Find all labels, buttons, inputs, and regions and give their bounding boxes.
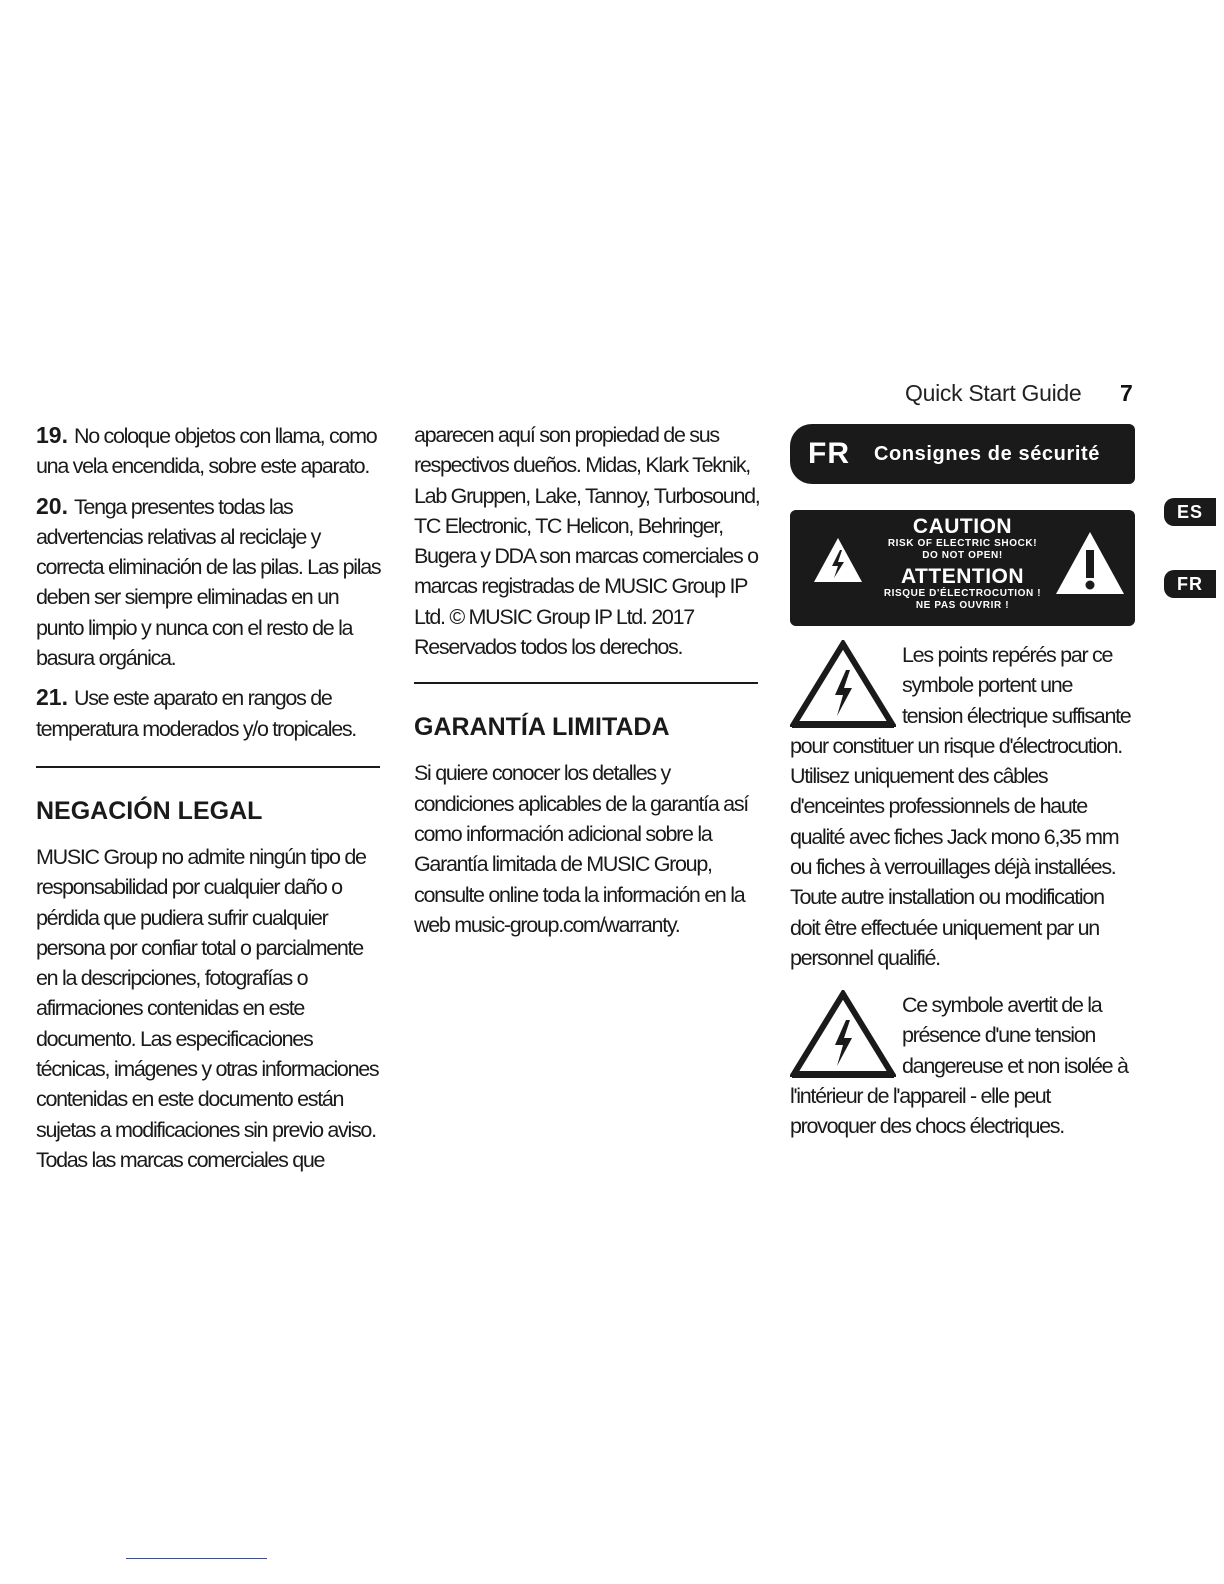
item-number: 19. bbox=[36, 422, 68, 448]
item-text: No coloque objetos con llama, como una vela encendida, sobre este aparato. bbox=[36, 424, 377, 479]
column-1 bbox=[36, 420, 386, 1184]
lightning-triangle-icon bbox=[790, 640, 896, 728]
caution-text bbox=[860, 516, 1065, 612]
attention-title: ATTENTION bbox=[900, 565, 1025, 588]
legal-text-continued: aparecen aquí son propiedad de sus respectivos dueños. Midas, Klark Teknik, Lab Gruppen, Lake, Tannoy, Turbosound, TC Electronic, TC Helicon, Behringer, Bugera y DDA son marcas comerciales o marcas registradas de MUSIC Group IP Ltd. © MUSIC Group IP Ltd. 2017 Reservados todos los derechos. bbox=[414, 423, 760, 660]
section-divider bbox=[414, 682, 758, 684]
language-tab-es[interactable]: ES bbox=[1164, 498, 1216, 526]
caution-subtitle: DO NOT OPEN! bbox=[922, 550, 1003, 561]
exclamation-warning-icon bbox=[1054, 530, 1126, 596]
caution-label bbox=[790, 510, 1135, 626]
lightning-symbol-note bbox=[790, 990, 1135, 1141]
lightning-symbol-note bbox=[790, 640, 1135, 973]
warranty-text: Si quiere conocer los detalles y condiciones aplicables de la garantía así como información adicional sobre la Garantía limitada de MUSIC Group, consulte online toda la información en la web music-group.com/warranty. bbox=[414, 761, 748, 937]
column-2 bbox=[414, 420, 764, 949]
attention-subtitle: RISQUE D'ÉLECTROCUTION ! bbox=[883, 588, 1042, 599]
warranty-heading: GARANTÍA LIMITADA bbox=[414, 713, 670, 742]
legal-text: MUSIC Group no admite ningún tipo de responsabilidad por cualquier daño o pérdida que pudiera sufrir cualquier persona por confiar total o parcialmente en la descripciones, fotografías o afirmaciones contenidas en este documento. Las especificaciones técnicas, imágenes y otras informaciones contenidas en este documento están sujetas a modificaciones sin previo aviso. Todas las marcas comerciales que bbox=[36, 844, 379, 1172]
header-title: Quick Start Guide bbox=[905, 380, 1082, 406]
section-title: Consignes de sécurité bbox=[874, 442, 1100, 465]
language-tab-fr[interactable]: FR bbox=[1164, 570, 1216, 598]
lightning-triangle-icon bbox=[790, 990, 896, 1078]
attention-subtitle: NE PAS OUVRIR ! bbox=[915, 600, 1010, 611]
item-text: Use este aparato en rangos de temperatura moderados y/o tropicales. bbox=[36, 686, 356, 741]
page-number: 7 bbox=[1120, 380, 1133, 406]
lightning-warning-icon bbox=[812, 536, 864, 584]
item-number: 21. bbox=[36, 684, 68, 711]
list-item bbox=[36, 491, 386, 674]
caution-subtitle: RISK OF ELECTRIC SHOCK! bbox=[887, 538, 1038, 549]
caution-title: CAUTION bbox=[912, 515, 1013, 538]
language-code: FR bbox=[808, 437, 850, 470]
list-item bbox=[36, 420, 386, 482]
symbol-note-text: Les points repérés par ce symbole portent une tension électrique suffisante pour constituer un risque d'électrocution. Utilisez uniquement des câbles d'enceintes professionnels de haute qualité avec fiches Jack mono 6,35 mm ou fiches à verrouillages déjà installées. Toute autre installation ou modification doit être effectuée uniquement par un personnel qualifié. bbox=[790, 643, 1131, 970]
symbol-note-text: Ce symbole avertit de la présence d'une tension dangereuse et non isolée à l'intérieur de l'appareil - elle peut provoquer des chocs électriques. bbox=[790, 993, 1128, 1139]
footer-rule bbox=[126, 1558, 267, 1559]
list-item bbox=[36, 682, 386, 744]
item-text: Tenga presentes todas las advertencias relativas al reciclaje y correcta eliminación de las pilas. Las pilas deben ser siempre eliminadas en un punto limpio y nunca con el resto de la basura orgánica. bbox=[36, 494, 381, 671]
legal-heading: NEGACIÓN LEGAL bbox=[36, 796, 263, 825]
fr-section-banner bbox=[790, 424, 1135, 484]
item-number: 20. bbox=[36, 492, 68, 519]
section-divider bbox=[36, 766, 380, 768]
